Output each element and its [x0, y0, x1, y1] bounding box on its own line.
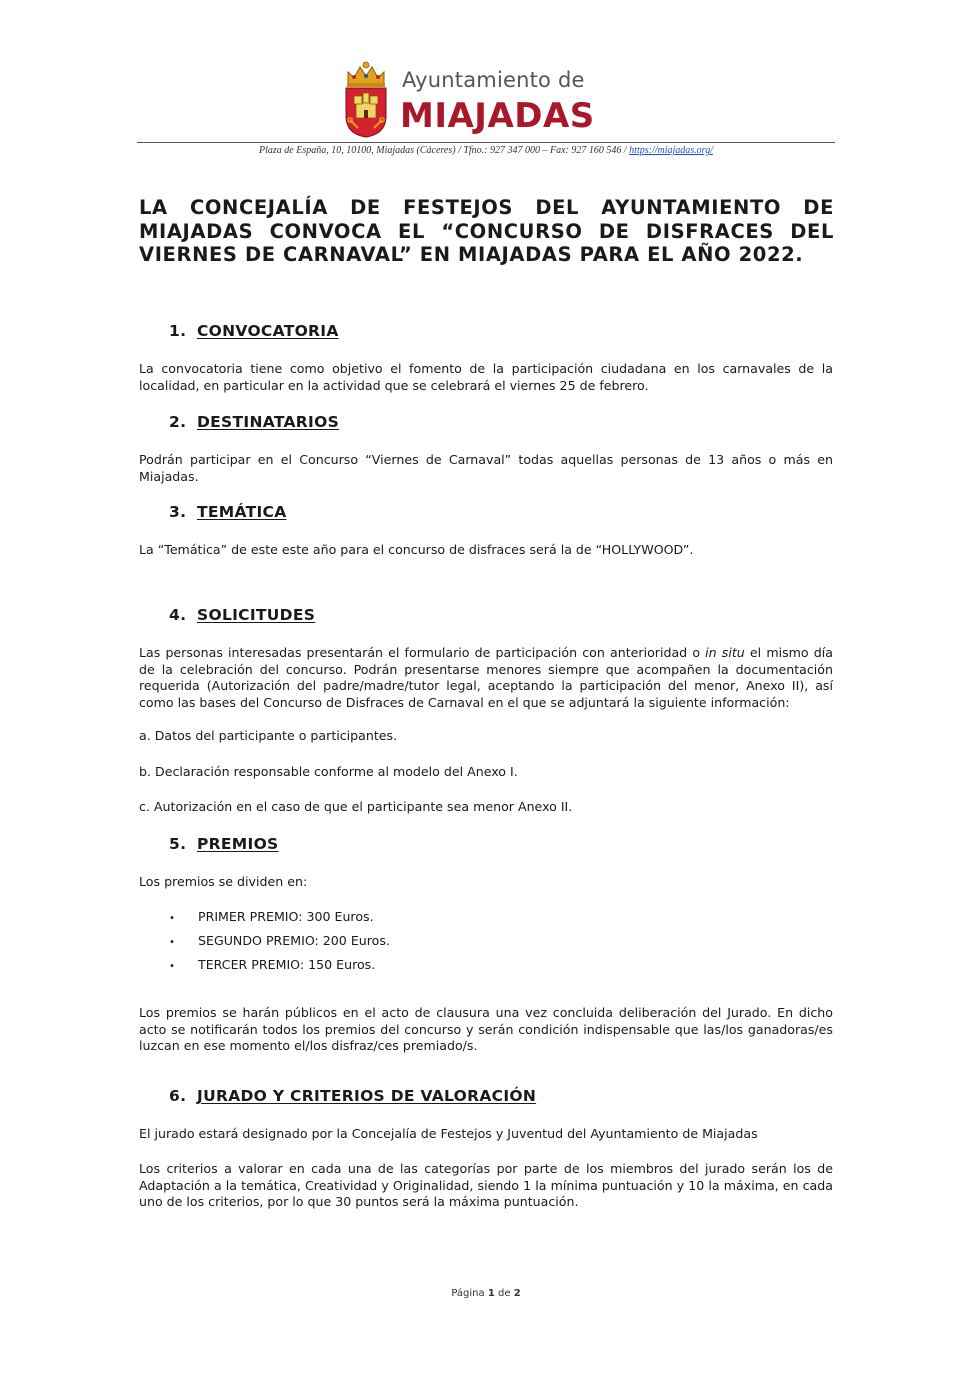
section-title: CONVOCATORIA — [197, 322, 339, 340]
section-number: 1. — [169, 322, 187, 340]
solicitudes-text-italic: in situ — [705, 645, 745, 660]
solicitudes-text-after: el mismo día de la celebración del concurso. Podrán presentarse menores siempre que acompañen la documentación requerida (Autorización del padre/madre/tutor legal, aceptando la participación del menor, Anexo II), así como las bases del Concurso de Disfraces de Carnaval en el que se adjuntará la siguiente información: — [139, 645, 833, 710]
jurado-paragraph-1: El jurado estará designado por la Concejalía de Festejos y Juventud del Ayuntamiento de Miajadas — [139, 1126, 758, 1141]
section-number: 6. — [169, 1087, 187, 1105]
letterhead-logo — [342, 58, 602, 138]
page-number: 1 — [487, 1288, 495, 1299]
solicitudes-paragraph — [139, 645, 833, 711]
premios-paragraph: Los premios se harán públicos en el acto de clausura una vez concluida deliberación del Jurado. En dicho acto se notificarán todos los premios del concurso y serán condición indispensable que las/los ganadoras/es luzcan en ese momento el/los disfraz/ces premiado/s. — [139, 1005, 833, 1053]
destinatarios-paragraph: Podrán participar en el Concurso “Viernes de Carnaval” todas aquellas personas de 13 años o más en Miajadas. — [139, 452, 833, 484]
page-total: 2 — [513, 1288, 521, 1299]
solicitudes-item-a: a. Datos del participante o participantes. — [139, 728, 398, 743]
section-number: 5. — [169, 835, 187, 853]
org-name-line2: MIAJADAS — [400, 96, 595, 136]
solicitudes-item-b: b. Declaración responsable conforme al modelo del Anexo I. — [139, 764, 518, 779]
page-footer — [0, 1288, 972, 1299]
section-title: DESTINATARIOS — [197, 413, 340, 431]
section-heading-jurado — [169, 1087, 536, 1105]
solicitudes-item-c: c. Autorización en el caso de que el participante sea menor Anexo II. — [139, 799, 573, 814]
jurado-paragraph-2: Los criterios a valorar en cada una de las categorías por parte de los miembros del jurado serán los de Adaptación a la temática, Creatividad y Originalidad, siendo 1 la mínima puntuación y 10 la máxima, en cada uno de los criterios, por lo que 30 puntos será la máxima puntuación. — [139, 1161, 833, 1209]
solicitudes-text-before: Las personas interesadas presentarán el formulario de participación con anterioridad o — [139, 645, 706, 660]
section-number: 4. — [169, 606, 187, 624]
premios-intro: Los premios se dividen en: — [139, 874, 308, 889]
prize-label: SEGUNDO PREMIO: 200 Euros. — [198, 933, 390, 948]
prize-label: PRIMER PREMIO: 300 Euros. — [198, 909, 374, 924]
contact-text: Plaza de España, 10, 10100, Miajadas (Cáceres) / Tfno.: 927 347 000 – Fax: 927 160 546 / — [259, 145, 630, 156]
bullet-icon: • — [169, 961, 175, 972]
section-title: TEMÁTICA — [197, 503, 287, 521]
prize-label: TERCER PREMIO: 150 Euros. — [198, 957, 376, 972]
contact-info — [137, 145, 835, 156]
document-title: LA CONCEJALÍA DE FESTEJOS DEL AYUNTAMIENTO DE MIAJADAS CONVOCA EL “CONCURSO DE DISFRACES DEL VIERNES DE CARNAVAL” EN MIAJADAS PARA EL AÑO 2022. — [139, 196, 834, 266]
tematica-paragraph: La “Temática” de este este año para el concurso de disfraces será la de “HOLLYWOOD”. — [139, 542, 694, 557]
section-title: SOLICITUDES — [197, 606, 316, 624]
section-title: JURADO Y CRITERIOS DE VALORACIÓN — [197, 1087, 537, 1105]
section-heading-tematica — [169, 503, 287, 521]
footer-label: Página — [451, 1288, 485, 1299]
list-item — [169, 933, 390, 948]
convocatoria-paragraph: La convocatoria tiene como objetivo el fomento de la participación ciudadana en los carnavales de la localidad, en particular en la actividad que se celebrará el viernes 25 de febrero. — [139, 361, 833, 393]
section-heading-premios — [169, 835, 279, 853]
org-name-line1: Ayuntamiento de — [402, 68, 585, 92]
section-heading-convocatoria — [169, 322, 339, 340]
header-divider — [137, 142, 835, 143]
section-number: 3. — [169, 503, 187, 521]
section-heading-destinatarios — [169, 413, 339, 431]
footer-of: de — [498, 1288, 511, 1299]
bullet-icon: • — [169, 937, 175, 948]
list-item — [169, 909, 374, 924]
list-item — [169, 957, 375, 972]
coat-of-arms-icon — [342, 58, 390, 138]
section-number: 2. — [169, 413, 187, 431]
section-heading-solicitudes — [169, 606, 315, 624]
section-title: PREMIOS — [197, 835, 279, 853]
bullet-icon: • — [169, 913, 175, 924]
website-link[interactable]: https://miajadas.org/ — [629, 145, 713, 156]
